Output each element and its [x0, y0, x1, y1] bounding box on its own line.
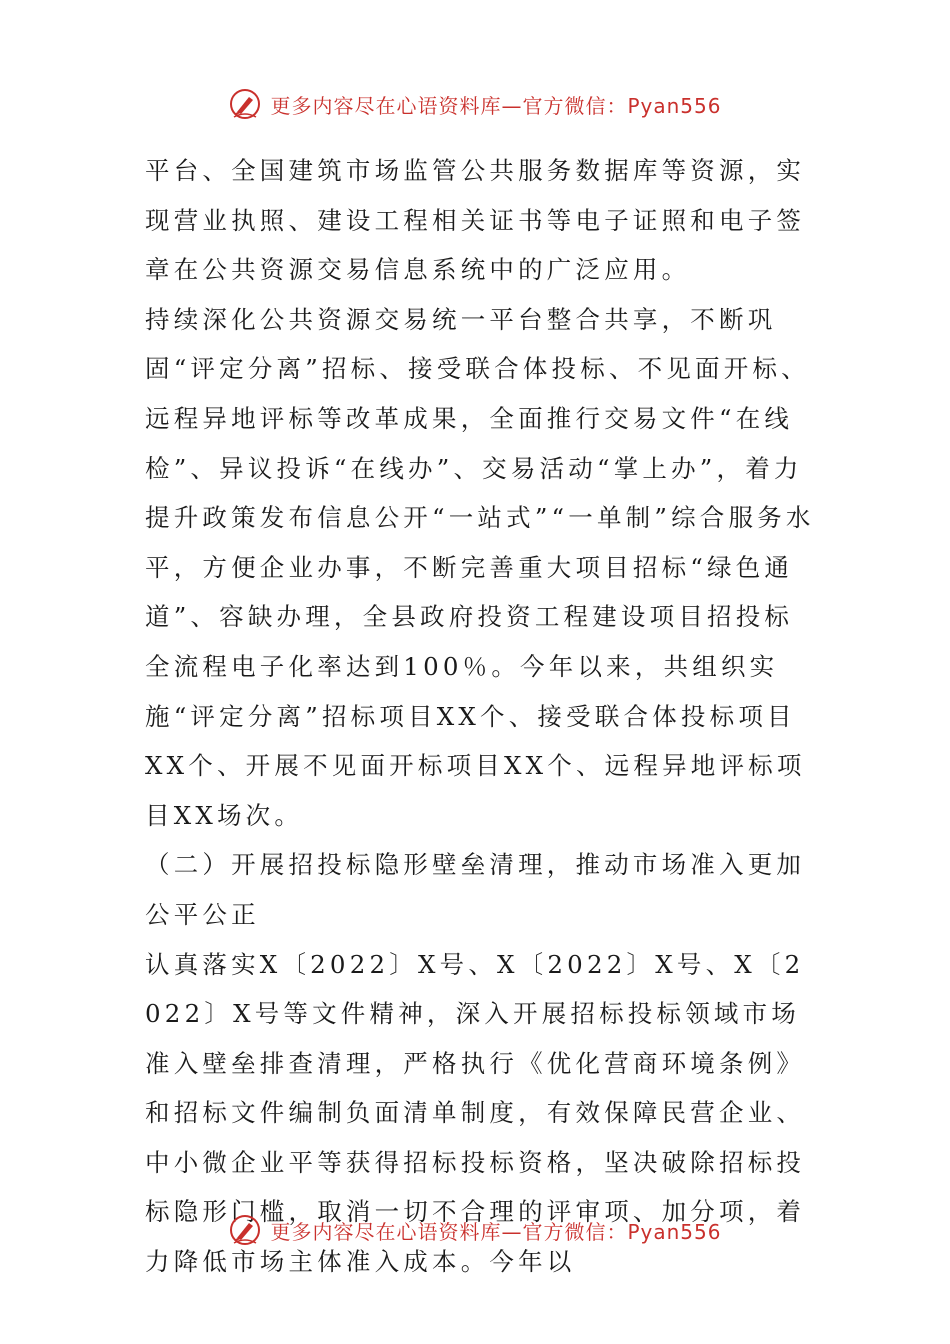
header-banner-text: 更多内容尽在心语资料库—官方微信：Pyan556 — [270, 93, 722, 118]
document-body — [145, 146, 817, 1287]
footer-banner — [0, 1210, 950, 1250]
pen-seal-icon — [228, 87, 262, 121]
section-heading: （二）开展招投标隐形壁垒清理，推动市场准入更加公平公正 — [145, 850, 806, 929]
paragraph-3: 认真落实X〔2022〕X号、X〔2022〕X号、X〔2022〕X号等文件精神，深入开展招标投标领域市场准入壁垒排查清理，严格执行《优化营商环境条例》和招标文件编制负面清单制度，有效保障民营企业、中小微企业平等获得招标投标资格，坚决破除招标投标隐形门槛，取消一切不合理的评审项、加分项，着力降低市场主体准入成本。今年以 — [145, 949, 806, 1277]
pen-seal-icon — [228, 1213, 262, 1247]
paragraph-1: 平台、全国建筑市场监管公共服务数据库等资源，实现营业执照、建设工程相关证书等电子证照和电子签章在公共资源交易信息系统中的广泛应用。 — [145, 156, 806, 285]
header-banner — [0, 84, 950, 124]
paragraph-2: 持续深化公共资源交易统一平台整合共享，不断巩固“评定分离”招标、接受联合体投标、不见面开标、远程异地评标等改革成果，全面推行交易文件“在线检”、异议投诉“在线办”、交易活动“掌上办”，着力提升政策发布信息公开“一站式”“一单制”综合服务水平，方便企业办事，不断完善重大项目招标“绿色通道”、容缺办理，全县政府投资工程建设项目招投标全流程电子化率达到100％。今年以来，共组织实施“评定分离”招标项目XX个、接受联合体投标项目XX个、开展不见面开标项目XX个、远程异地评标项目XX场次。 — [145, 304, 815, 830]
footer-banner-text: 更多内容尽在心语资料库—官方微信：Pyan556 — [270, 1219, 722, 1244]
